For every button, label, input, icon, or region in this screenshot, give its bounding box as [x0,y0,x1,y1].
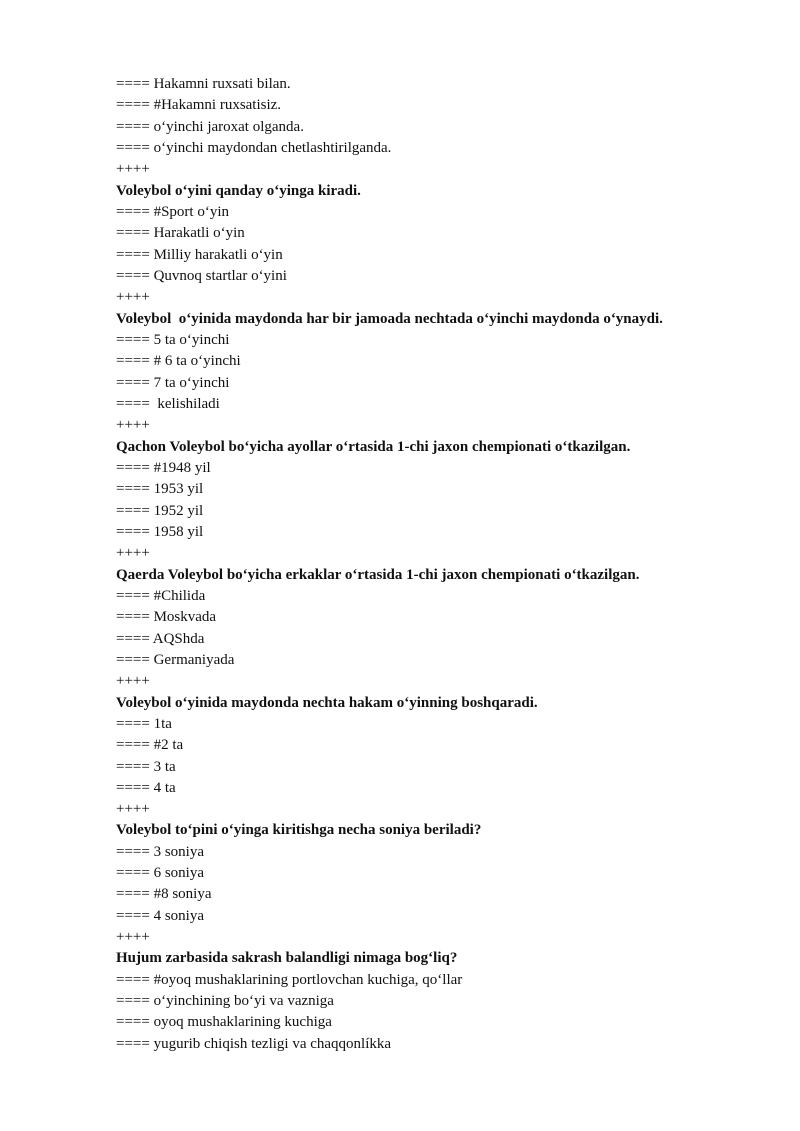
answer-option: ==== AQShda [116,630,205,647]
answer-option: ==== Harakatli o‘yin [116,225,245,242]
answer-option: ==== 1ta [116,715,172,732]
question-separator: ++++ [116,673,150,690]
question-separator: ++++ [116,929,150,946]
question-text: Voleybol o‘yini qanday o‘yinga kiradi. [116,182,361,199]
question-separator: ++++ [116,801,150,818]
answer-option: ==== 6 soniya [116,865,205,882]
answer-option: ==== 3 ta [116,758,176,775]
question-text: Qachon Voleybol bo‘yicha ayollar o‘rtasida 1-chi jaxon chempionati o‘tkazilgan. [116,438,631,455]
answer-option: ==== # 6 ta o‘yinchi [116,353,241,370]
answer-option: ==== o‘yinchi jaroxat olganda. [116,118,304,135]
answer-option: ==== #Hakamni ruxsatisiz. [116,97,282,114]
answer-option: ==== 4 soniya [116,907,205,924]
question-text: Voleybol o‘yinida maydonda nechta hakam o‘yinning boshqaradi. [116,694,538,711]
answer-option: ==== 3 soniya [116,843,205,860]
answer-option: ==== #Sport o‘yin [116,203,230,220]
answer-option: ==== kelishiladi [116,395,220,412]
question-separator: ++++ [116,417,150,434]
answer-option: ==== 1952 yil [116,502,204,519]
answer-option: ==== #1948 yil [116,459,211,476]
answer-option: ==== oyoq mushaklarining kuchiga [116,1014,332,1031]
question-text: Qaerda Voleybol bo‘yicha erkaklar o‘rtasida 1-chi jaxon chempionati o‘tkazilgan. [116,566,640,583]
question-separator: ++++ [116,289,150,306]
answer-option: ==== Moskvada [116,609,217,626]
answer-option: ==== 1958 yil [116,523,204,540]
answer-option: ==== o‘yinchi maydondan chetlashtirilganda. [116,139,392,156]
answer-option: ==== #2 ta [116,737,184,754]
question-text: Voleybol o‘yinida maydonda har bir jamoada nechtada o‘yinchi maydonda o‘ynaydi. [116,310,663,327]
question-separator: ++++ [116,161,150,178]
answer-option: ==== #Chilida [116,587,206,604]
document-page [116,74,776,1055]
question-separator: ++++ [116,545,150,562]
answer-option: ==== 7 ta o‘yinchi [116,374,230,391]
answer-option: ==== Hakamni ruxsati bilan. [116,76,291,92]
answer-option: ==== 5 ta o‘yinchi [116,331,230,348]
answer-option: ==== 4 ta [116,779,176,796]
answer-option: ==== 1953 yil [116,481,204,498]
question-text: Hujum zarbasida sakrash balandligi nimaga bog‘liq? [116,950,458,967]
answer-option: ==== #oyoq mushaklarining portlovchan kuchiga, qo‘llar [116,971,463,988]
answer-option: ==== Germaniyada [116,651,235,668]
answer-option: ==== o‘yinchining bo‘yi va vazniga [116,993,334,1010]
answer-option: ==== yugurib chiqish tezligi va chaqqonlíkka [116,1035,392,1052]
answer-option: ==== #8 soniya [116,886,212,903]
answer-option: ==== Milliy harakatli o‘yin [116,246,283,263]
question-text: Voleybol to‘pini o‘yinga kiritishga necha soniya beriladi? [116,822,482,839]
answer-option: ==== Quvnoq startlar o‘yini [116,267,287,284]
